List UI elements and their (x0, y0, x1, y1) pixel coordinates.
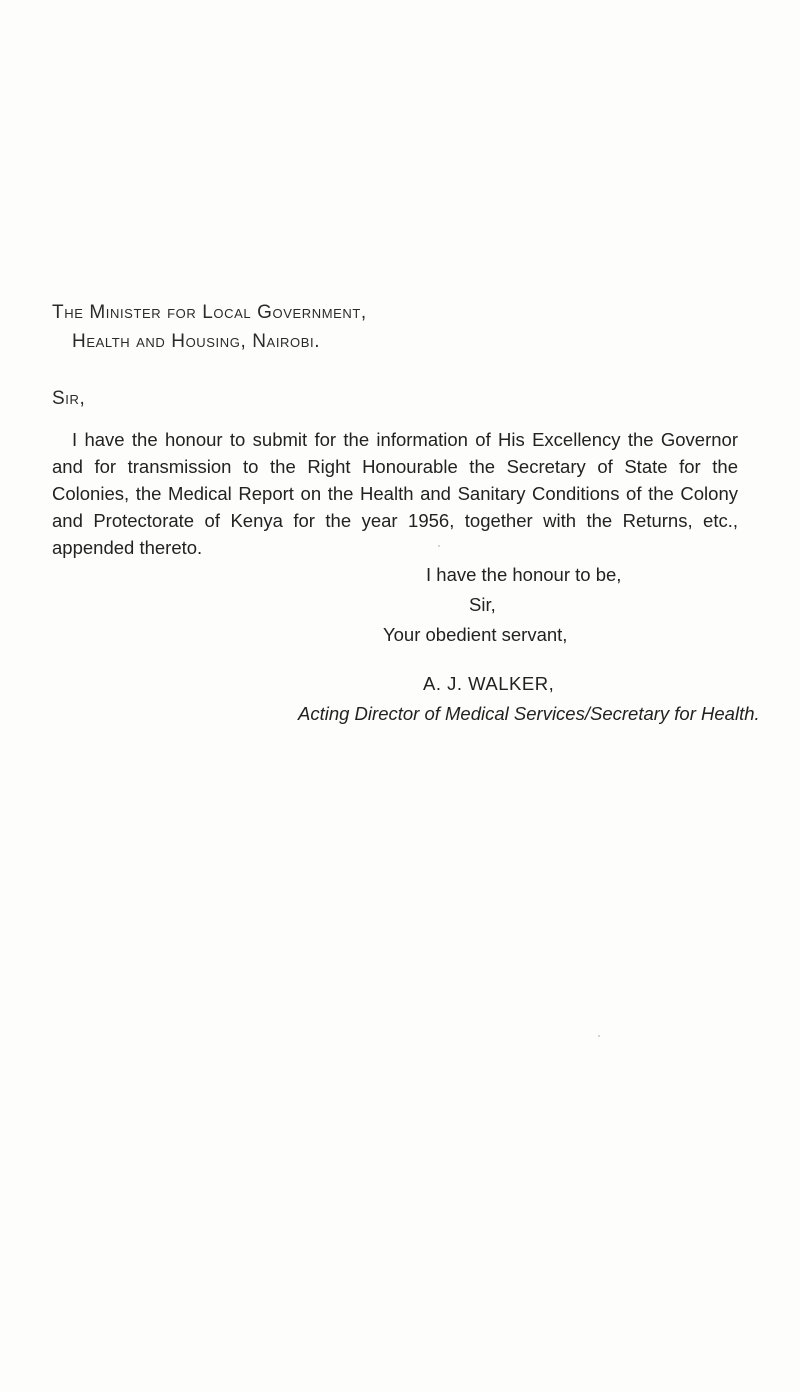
addressee-line-1: The Minister for Local Government, (52, 302, 367, 323)
addressee-block (52, 298, 367, 356)
closing-line-3: Your obedient servant, (383, 624, 568, 645)
signatory-name: A. J. WALKER, (423, 673, 555, 694)
signatory-title: Acting Director of Medical Services/Secretary for Health. (298, 703, 760, 724)
letter-body: I have the honour to submit for the information of His Excellency the Governor and for transmission to the Right Honourable the Secretary of State for the Colonies, the Medical Report on the Health and Sanitary Conditions of the Colony and Protectorate of Kenya for the year 1956, together with the Returns, etc., appended thereto. (52, 429, 738, 558)
addressee-line-2: Health and Housing, Nairobi. (72, 331, 321, 352)
closing-line-2: Sir, (469, 594, 496, 615)
closing-line-1: I have the honour to be, (426, 564, 622, 585)
paper-speck (598, 1035, 600, 1037)
salutation: Sir, (52, 388, 86, 409)
paper-speck (438, 545, 440, 547)
